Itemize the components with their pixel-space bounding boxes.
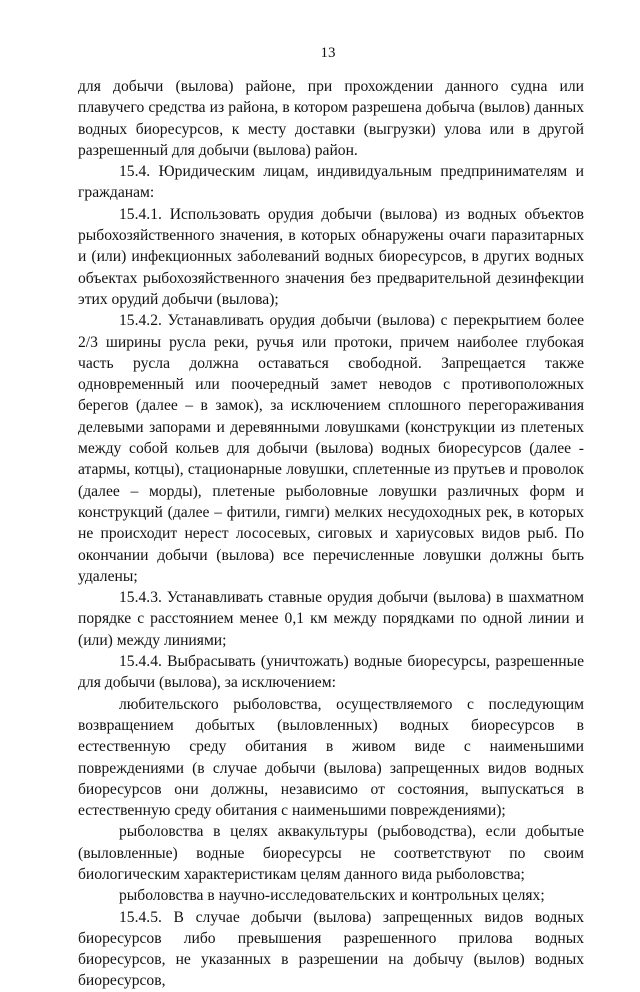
paragraph-15-4-3: 15.4.3. Устанавливать ставные орудия добычи (вылова) в шахматном порядке с расстоянием менее 0,1 км между порядками по одной линии и (или) между линиями;	[78, 589, 584, 649]
paragraph-15-4-5: 15.4.5. В случае добычи (вылова) запрещенных видов водных биоресурсов либо превышения разрешенного прилова водных биоресурсов, не указанных в разрешении на добычу (вылов) водных биоресурсов,	[78, 908, 584, 990]
paragraph-15-4-1: 15.4.1. Использовать орудия добычи (вылова) из водных объектов рыбохозяйственного значения, в которых обнаружены очаги паразитарных и (или) инфекционных заболеваний водных биоресурсов, в других водных объектах рыбохозяйственного значения без предварительной дезинфекции этих орудий добычи (вылова);	[78, 205, 584, 308]
page-number: 13	[320, 45, 336, 61]
paragraph-15-4-4-aquaculture: рыболовства в целях аквакультуры (рыбоводства), если добытые (выловленные) водные биоресурсы не соответствуют по своим биологическим характеристикам целям данного вида рыболовства;	[78, 823, 584, 883]
paragraph-15-4: 15.4. Юридическим лицам, индивидуальным предпринимателям и гражданам:	[78, 163, 584, 202]
paragraph-15-4-4: 15.4.4. Выбрасывать (уничтожать) водные биоресурсы, разрешенные для добычи (вылова), за исключением:	[78, 653, 584, 692]
paragraph-15-4-4-research: рыболовства в научно-исследовательских и контрольных целях;	[119, 887, 545, 905]
paragraph-15-4-2: 15.4.2. Устанавливать орудия добычи (вылова) с перекрытием более 2/3 ширины русла реки, ручья или протоки, причем наиболее глубокая часть русла должна оставаться свободной. Запрещается также одновременный или поочередный замет неводов с противоположных берегов (далее – в замок), за исключением сплошного перегораживания делевыми запорами и деревянными ловушками (конструкции из плетеных между собой кольев для добычи (вылова) водных биоресурсов (далее - атармы, котцы), стационарные ловушки, сплетенные из прутьев и проволок (далее – морды), плетеные рыболовные ловушки различных форм и конструкций (далее – фитили, гимги) мелких несудоходных рек, в которых не происходит нерест лососевых, сиговых и хариусовых видов рыб. По окончании добычи (вылова) все перечисленные ловушки должны быть удалены;	[78, 312, 584, 585]
paragraph-continuation: для добычи (вылова) районе, при прохождении данного судна или плавучего средства из района, в котором разрешена добыча (вылов) данных водных биоресурсов, к месту доставки (выгрузки) улова или в другой разрешенный для добычи (вылова) район.	[78, 78, 584, 159]
paragraph-15-4-4-amateur-fishing: любительского рыболовства, осуществляемого с последующим возвращением добытых (выловленных) водных биоресурсов в естественную среду обитания в живом виде с наименьшими повреждениями (в случае добычи (вылова) запрещенных видов водных биоресурсов они должны, независимо от состояния, выпускаться в естественную среду обитания с наименьшими повреждениями);	[78, 695, 584, 820]
